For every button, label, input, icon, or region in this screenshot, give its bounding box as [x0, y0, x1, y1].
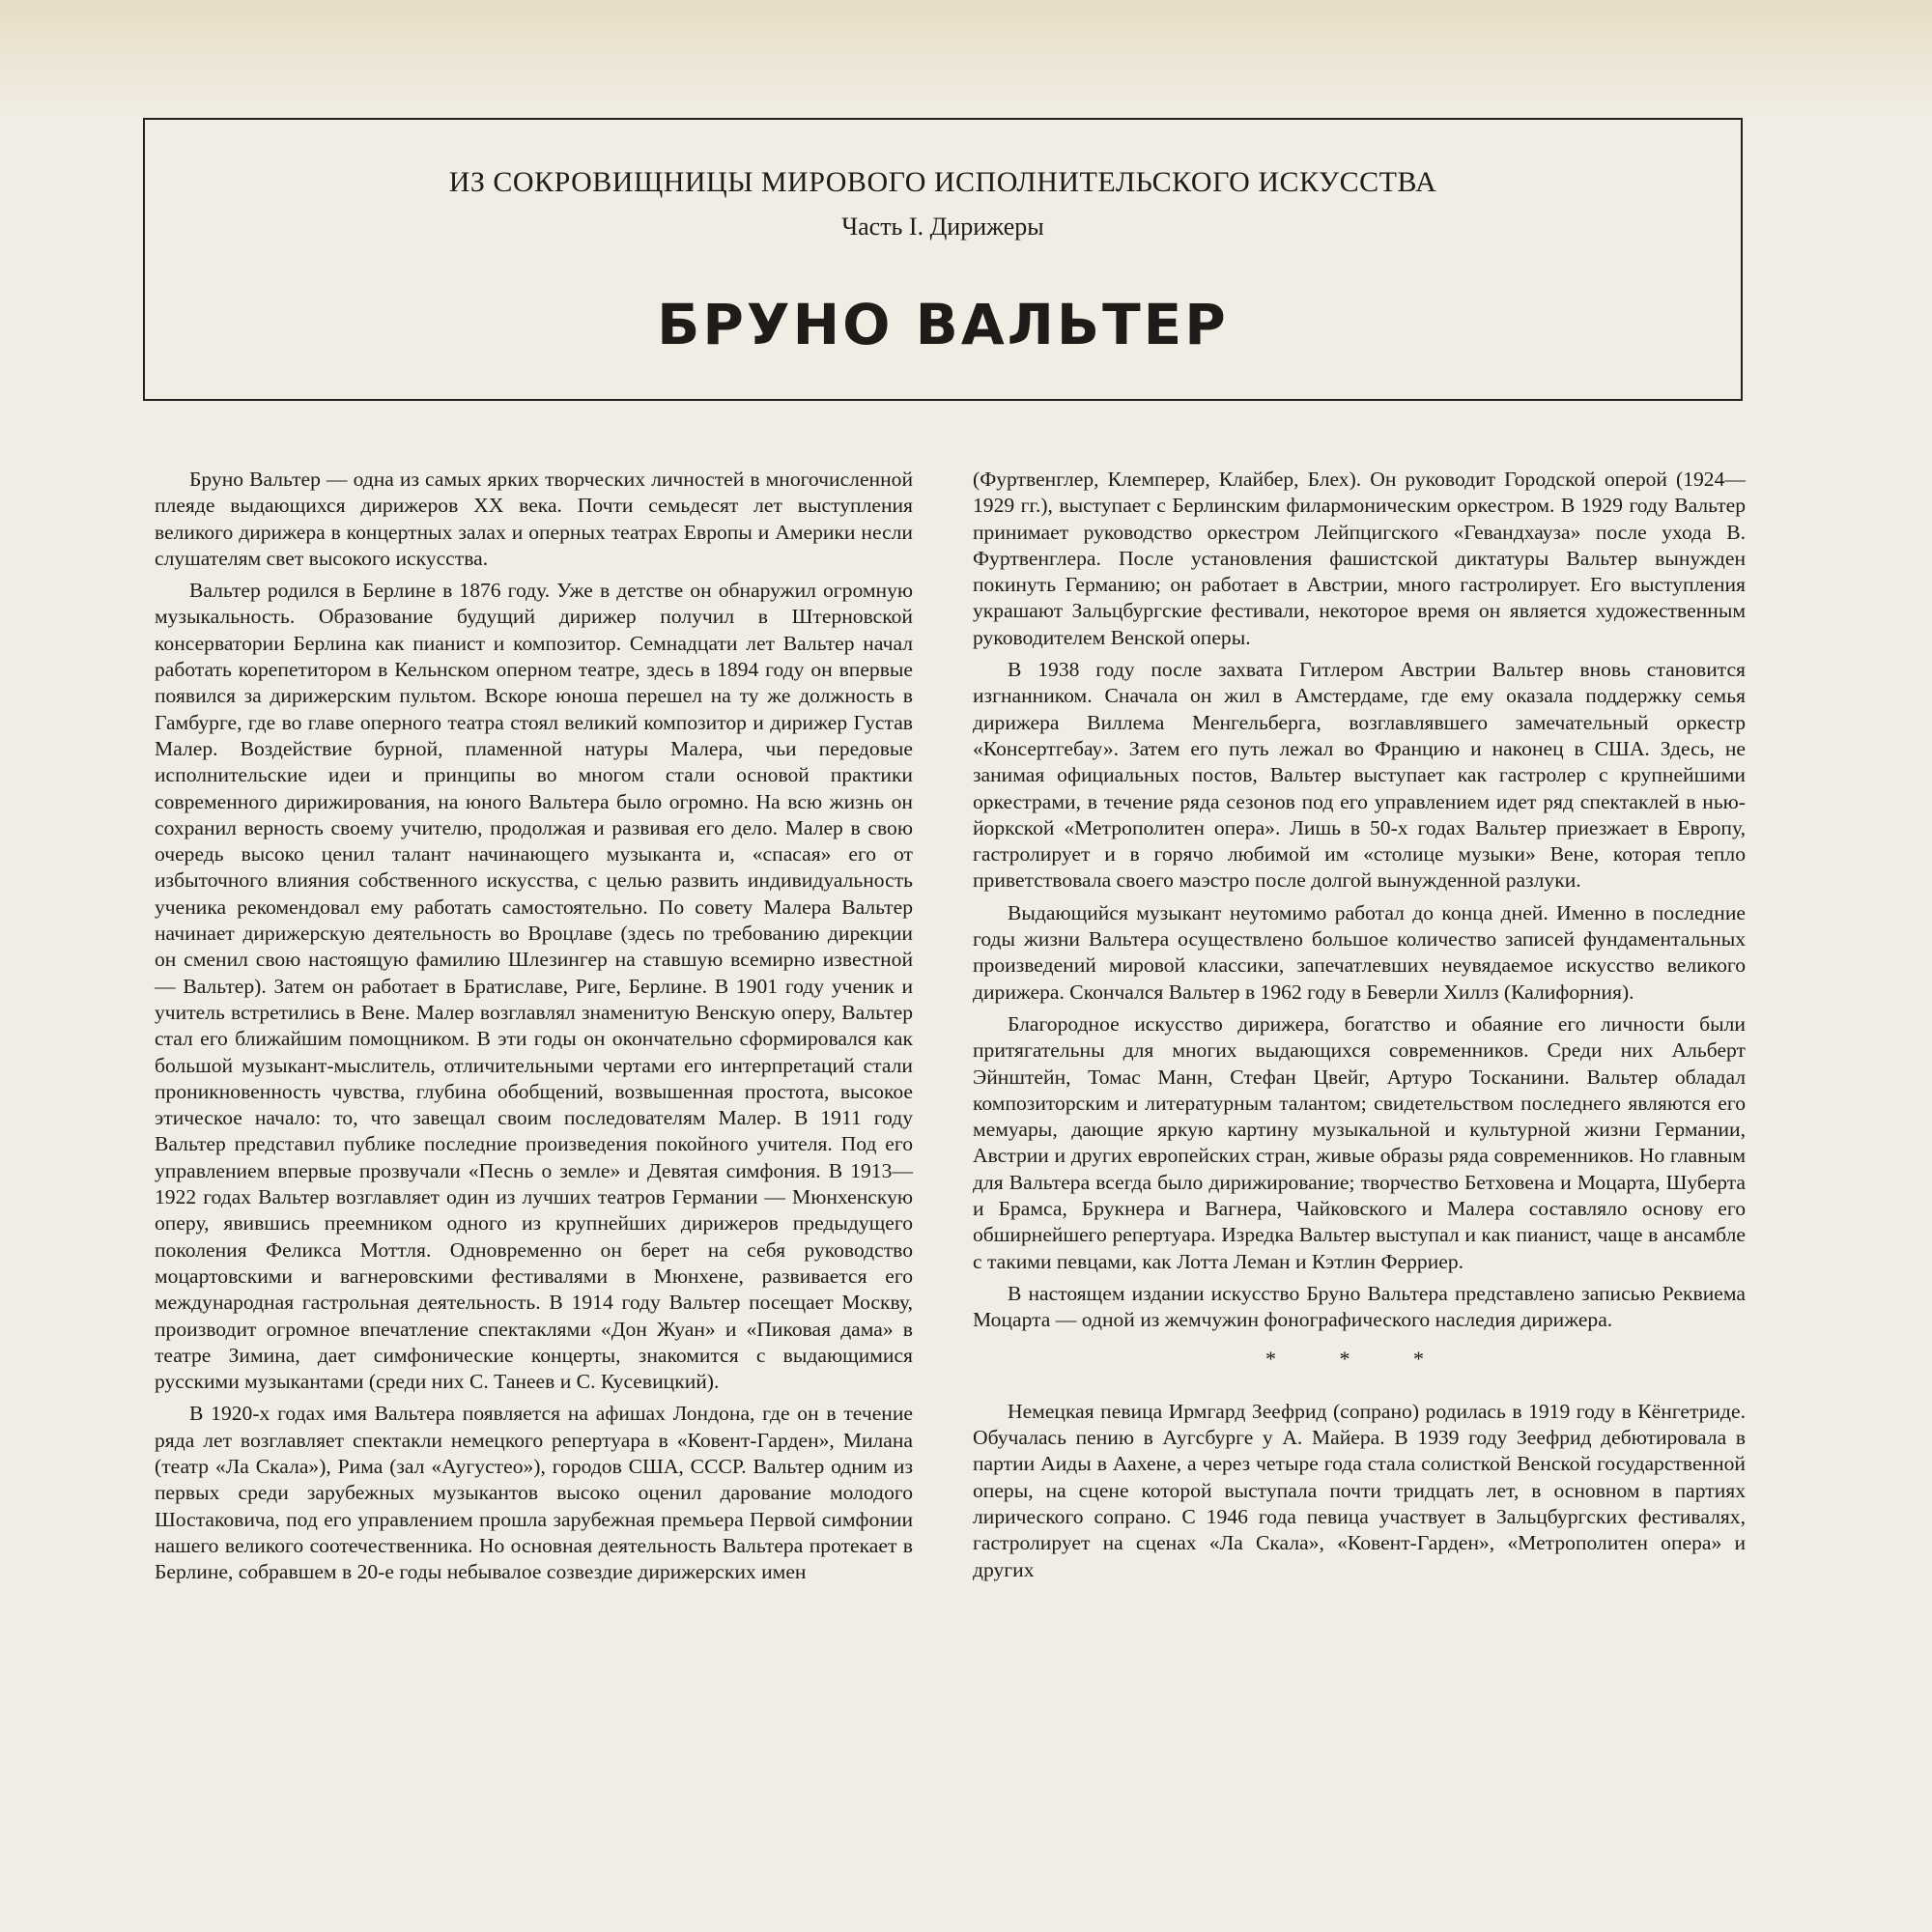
- paragraph: В 1938 году после захвата Гитлером Австрии Вальтер вновь становится изгнанником. Сначала он жил в Амстердаме, где ему оказала поддержку семья дирижера Виллема Менгельберга, возглавлявшего замечательный оркестр «Консертгебау». Затем его путь лежал во Францию и наконец в США. Здесь, не занимая официальных постов, Вальтер выступает как гастролер с крупнейшими оркестрами, в течение ряда сезонов под его управлением идет ряд спектаклей в нью-йоркской «Метрополитен опера». Лишь в 50-х годах Вальтер приезжает в Европу, гастролирует и в горячо любимой им «столице музыки» Вене, которая тепло приветствовала своего маэстро после долгой вынужденной разлуки.: [973, 658, 1746, 893]
- part-title: Часть I. Дирижеры: [841, 213, 1044, 241]
- paragraph: В 1920-х годах имя Вальтера появляется на афишах Лондона, где он в течение ряда лет возглавляет спектакли немецкого репертуара в «Ковент-Гарден», Милана (театр «Ла Скала»), Рима (зал «Аугустео»), городов США, СССР. Вальтер одним из первых среди зарубежных музыкантов высоко оценил дарование молодого Шостаковича, под его управлением прошла зарубежная премьера Первой симфонии нашего великого соотечественника. Но основная деятельность Вальтера протекает в Берлине, собравшем в 20-е годы небывалое созвездие дирижерских имен: [155, 1402, 913, 1584]
- right-column: [973, 467, 1746, 1589]
- paragraph: Выдающийся музыкант неутомимо работал до конца дней. Именно в последние годы жизни Вальтера осуществлено большое количество записей фундаментальных произведений мировой классики, запечатлевших неувядаемое искусство великого дирижера. Скончался Вальтер в 1962 году в Беверли Хиллз (Калифорния).: [973, 900, 1746, 1004]
- paragraph: Бруно Вальтер — одна из самых ярких творческих личностей в многочисленной плеяде выдающихся дирижеров XX века. Почти семьдесят лет выступления великого дирижера в концертных залах и оперных театрах Европы и Америки несли слушателям свет высокого искусства.: [155, 468, 913, 570]
- singer-paragraph: Немецкая певица Ирмгард Зеефрид (сопрано) родилась в 1919 году в Кёнгетриде. Обучалась пению в Аугсбурге у А. Майера. В 1939 году Зеефрид дебютировала в партии Аиды в Аахене, а через четыре года стала солисткой Венской государственной оперы, на сцене которой выступала почти тридцать лет, в основном в партиях лирического сопрано. С 1946 года певица участвует в Зальцбургских фестивалях, гастролирует на сценах «Ла Скала», «Ковент-Гарден», «Метрополитен опера» и других: [973, 1399, 1746, 1581]
- left-column: [155, 467, 913, 1591]
- series-title: ИЗ СОКРОВИЩНИЦЫ МИРОВОГО ИСПОЛНИТЕЛЬСКОГО ИСКУССТВА: [448, 166, 1437, 198]
- paragraph: Вальтер родился в Берлине в 1876 году. Уже в детстве он обнаружил огромную музыкальность. Образование будущий дирижер получил в Штерновской консерватории Берлина как пианист и композитор. Семнадцати лет Вальтер начал работать корепетитором в Кельнском оперном театре, здесь в 1894 году он впервые появился за дирижерским пультом. Вскоре юноша перешел на ту же должность в Гамбурге, где во главе оперного театра стоял великий композитор и дирижер Густав Малер. Воздействие бурной, пламенной натуры Малера, чьи передовые исполнительские идеи и принципы во многом стали основой практики современного дирижирования, на юного Вальтера было огромно. На всю жизнь он сохранил верность своему учителю, продолжая и развивая его дело. Малер в свою очередь высоко ценил талант начинающего музыканта и, «спасая» его от избыточного влияния собственного искусства, с целью развить индивидуальность ученика рекомендовал ему работать самостоятельно. По совету Малера Вальтер начинает дирижерскую деятельность во Вроцлаве (здесь по требованию дирекции он сменил свою настоящую фамилию Шлезингер на ставшую всемирно известной — Вальтер). Затем он работает в Братиславе, Риге, Берлине. В 1901 году ученик и учитель встретились в Вене. Малер возглавлял знаменитую Венскую оперу, Вальтер стал его ближайшим помощником. В эти годы он окончательно сформировался как большой музыкант-мыслитель, отличительными чертами его интерпретаций стали проникновенность чувства, глубина обобщений, возвышенная простота, высокое этическое начало: то, что завещал своим последователям Малер. В 1911 году Вальтер представил публике последние произведения покойного учителя. Под его управлением впервые прозвучали «Песнь о земле» и Девятая симфония. В 1913—1922 годах Вальтер возглавляет один из лучших театров Германии — Мюнхенскую оперу, явившись преемником одного из крупнейших дирижеров предыдущего поколения Феликса Моттля. Одновременно он берет на себя руководство моцартовскими и вагнеровскими фестивалями в Мюнхене, развивается его международная гастрольная деятельность. В 1914 году Вальтер посещает Москву, производит огромное впечатление спектаклями «Дон Жуан» и «Пиковая дама» в театре Зимина, дает симфонические концерты, знакомится с выдающимися русскими музыкантами (среди них С. Танеев и С. Кусевицкий).: [155, 579, 913, 1394]
- main-title: БРУНО ВАЛЬТЕР: [657, 292, 1229, 357]
- paragraph-continuation: (Фуртвенглер, Клемперер, Клайбер, Блех). Он руководит Городской оперой (1924—1929 гг.), выступает с Берлинским филармоническим оркестром. В 1929 году Вальтер принимает руководство оркестром Лейпцигского «Гевандхауза» после ухода В. Фуртвенглера. После установления фашистской диктатуры Вальтер вынужден покинуть Германию; он работает в Австрии, много гастролирует. Его выступления украшают Зальцбургские фестивали, некоторое время он является художественным руководителем Венской оперы.: [973, 468, 1746, 649]
- paper-stain: [0, 0, 1932, 116]
- paragraph: Благородное искусство дирижера, богатство и обаяние его личности были притягательны для многих выдающихся современников. Среди них Альберт Эйнштейн, Томас Манн, Стефан Цвейг, Артуро Тосканини. Вальтер обладал композиторским и литературным талантом; свидетельством последнего являются его мемуары, дающие яркую картину музыкальной и культурной жизни Германии, Австрии и других европейских стран, живые образы ряда современников. Но главным для Вальтера всегда было дирижирование; творчество Бетховена и Моцарта, Шуберта и Брамса, Брукнера и Вагнера, Чайковского и Малера составляло основу его обширнейшего репертуара. Изредка Вальтер выступал и как пианист, чаще в ансамбле с такими певцами, как Лотта Леман и Кэтлин Ферриер.: [973, 1011, 1746, 1273]
- section-separator: * * *: [1265, 1346, 1453, 1371]
- title-frame: [143, 118, 1743, 401]
- paragraph: В настоящем издании искусство Бруно Вальтера представлено записью Реквиема Моцарта — одной из жемчужин фонографического наследия дирижера.: [973, 1281, 1746, 1332]
